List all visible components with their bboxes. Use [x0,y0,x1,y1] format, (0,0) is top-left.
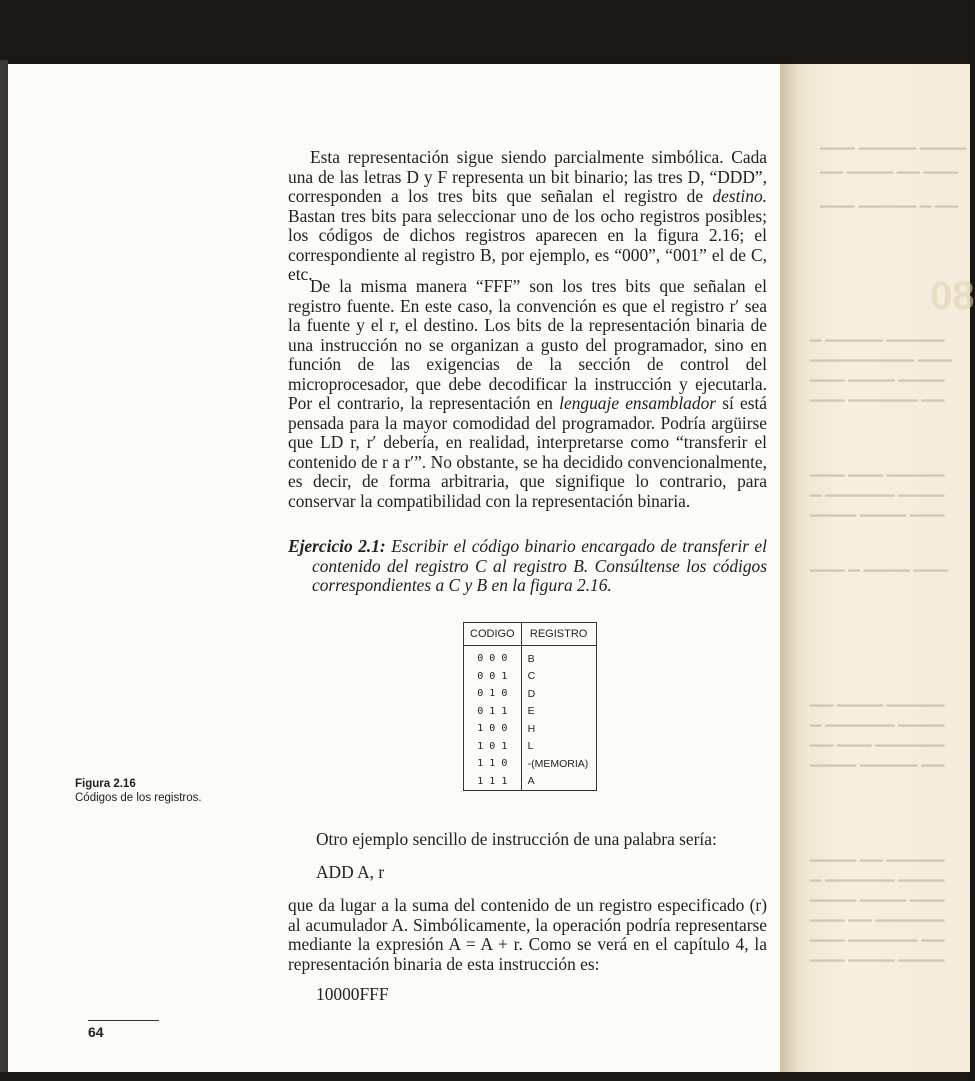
show-through-line: ▁▁▁ ▁▁▁▁ ▁▁▁▁ [810,501,945,517]
scanner-background-top [0,0,970,66]
paragraph-1 [288,148,767,285]
paragraph-3: Otro ejemplo sencillo de instrucción de una palabra sería: [316,829,717,849]
code-cell: 0 0 1 [464,668,522,686]
table-row [464,703,597,721]
scanner-background-bottom [0,1072,970,1081]
register-cell: D [527,687,536,700]
paragraph-2 [288,277,767,511]
paragraph-4: que da lugar a la suma del contenido de un registro especificado (r) al acumulador A. Simbólicamente, la operación podría representarse mediante la expresión A = A + r. Como se verá en el capítulo 4, la representación binaria de esta instrucción es: [288,895,767,974]
show-through-line: ▁▁▁▁▁ ▁▁ ▁▁▁▁ [810,846,945,862]
show-through-line: ▁▁▁▁▁▁ ▁▁▁ ▁▁ [810,731,945,747]
code-cell: 1 1 0 [464,755,522,773]
figure-caption [75,777,265,805]
register-codes-table [463,622,597,791]
table-row [464,685,597,703]
register-cell: -(MEMORIA) [527,757,589,770]
show-through-mark: 80 [930,274,975,318]
show-through-line: ▁▁ ▁▁▁▁▁▁ ▁▁▁ [810,386,945,402]
show-through-line: ▁▁▁▁ ▁▁▁▁▁▁ ▁ [810,481,945,497]
figure-caption-text: Códigos de los registros. [75,792,202,804]
code-cell: 1 1 1 [464,773,522,791]
code-cell: 0 0 0 [464,646,522,668]
show-through-line: ▁▁▁▁▁ ▁▁▁▁▁ ▁ [810,326,945,342]
paragraph-1-italic: destino. [712,186,767,206]
register-cell: E [527,705,535,718]
show-through-line: ▁▁▁▁▁ ▁▁▁ ▁▁▁ [810,461,945,477]
formula-add: ADD A, r [316,862,385,882]
page-edge [0,60,8,1075]
show-through-line: ▁▁▁ ▁▁ ▁▁▁▁ ▁▁ [820,158,959,174]
show-through-line: ▁▁▁▁ ▁▁▁▁ ▁▁▁ [810,366,945,382]
register-cell: A [527,775,535,788]
code-cell: 0 1 0 [464,685,522,703]
exercise-text: Escribir el código binario encargado de transferir el contenido del registro C al registro B. Consúltense los códigos correspondientes a C y B en la figura 2.16. [312,536,767,595]
show-through-line: ▁▁▁▁▁▁ ▁▁ ▁▁▁ [810,906,945,922]
show-through-line: ▁▁ ▁▁▁▁▁▁ ▁▁▁ [810,926,945,942]
show-through-line: ▁▁ ▁▁▁▁▁ ▁▁▁▁ [810,751,945,767]
table-header-row [464,623,597,646]
table-row [464,755,597,773]
paragraph-2-text-rest: sí está pensada para la mayor comodidad del programador. Podría argüirse que LD r, r′ debería, en realidad, interpretarse como “transferir el contenido de r a r′”. No obstante, se ha decidido convencionalmente, es decir, de forma arbitraria, que signifique lo contrario, para conservar la compatibilidad con la representación binaria. [288,393,768,511]
show-through-line: ▁▁▁▁▁ ▁▁▁▁ ▁▁ [810,691,945,707]
show-through-line: ▁▁▁ ▁▁▁▁ ▁ ▁▁▁ [810,556,949,572]
column-header-codigo: CODIGO [464,623,522,646]
figure-title: Figura 2.16 [75,778,136,790]
folio-rule [88,1020,159,1021]
table-row [464,773,597,791]
formula-binary: 10000FFF [316,984,389,1004]
register-cell: C [527,670,536,683]
table-row [464,738,597,756]
code-cell: 1 0 0 [464,720,522,738]
register-cell: B [527,652,535,665]
show-through-line: ▁▁▁▁ ▁▁▁▁▁▁ ▁ [810,711,945,727]
code-cell: 0 1 1 [464,703,522,721]
show-through-line: ▁▁▁ ▁▁▁▁ ▁▁▁▁ [810,886,945,902]
exercise-label: Ejercicio 2.1: [288,536,386,556]
table-row [464,720,597,738]
paragraph-1-text: Esta representación sigue siendo parcialmente simbólica. Cada una de las letras D y F representa un bit binario; las tres D, “DDD”, corresponden a los tres bits que señalan el registro de [288,147,767,206]
paragraph-2-italic: lenguaje ensamblador [559,393,717,413]
exercise-2-1 [288,537,767,596]
column-header-registro: REGISTRO [521,623,596,646]
page-number: 64 [88,1024,104,1040]
show-through-line: ▁▁▁ ▁▁▁▁▁▁▁▁▁ [810,346,953,362]
show-through-line: ▁▁▁▁ ▁▁▁▁ ▁▁▁ [810,946,945,962]
show-through-line: ▁▁ ▁ ▁▁▁▁▁ ▁▁▁ [820,192,959,208]
register-cell: H [527,722,536,735]
paragraph-2-text: De la misma manera “FFF” son los tres bits que señalan el registro fuente. En este caso, la convención es que el registro r′ sea la fuente y el r, el destino. Los bits de la representación binaria de una instrucción no se organizan a gusto del programador, sino en función de las exigencias de la sección de control del microprocesador, que debe decodificar la instrucción y ejecutarla. Por el contrario, la representación en [288,276,767,413]
code-cell: 1 0 1 [464,738,522,756]
table-row [464,668,597,686]
facing-page-show-through [780,64,975,1074]
register-cell: L [527,740,534,753]
show-through-line: ▁▁▁▁ ▁▁▁▁▁ ▁▁▁ [820,134,966,150]
table-row [464,646,597,668]
show-through-line: ▁▁▁▁ ▁▁▁▁▁▁ ▁ [810,866,945,882]
paragraph-1-text-rest: Bastan tres bits para seleccionar uno de los ocho registros posibles; los códigos de dichos registros aparecen en la figura 2.16; el correspondiente al registro B, por ejemplo, es “000”, “001” el de C, etc. [288,205,767,284]
